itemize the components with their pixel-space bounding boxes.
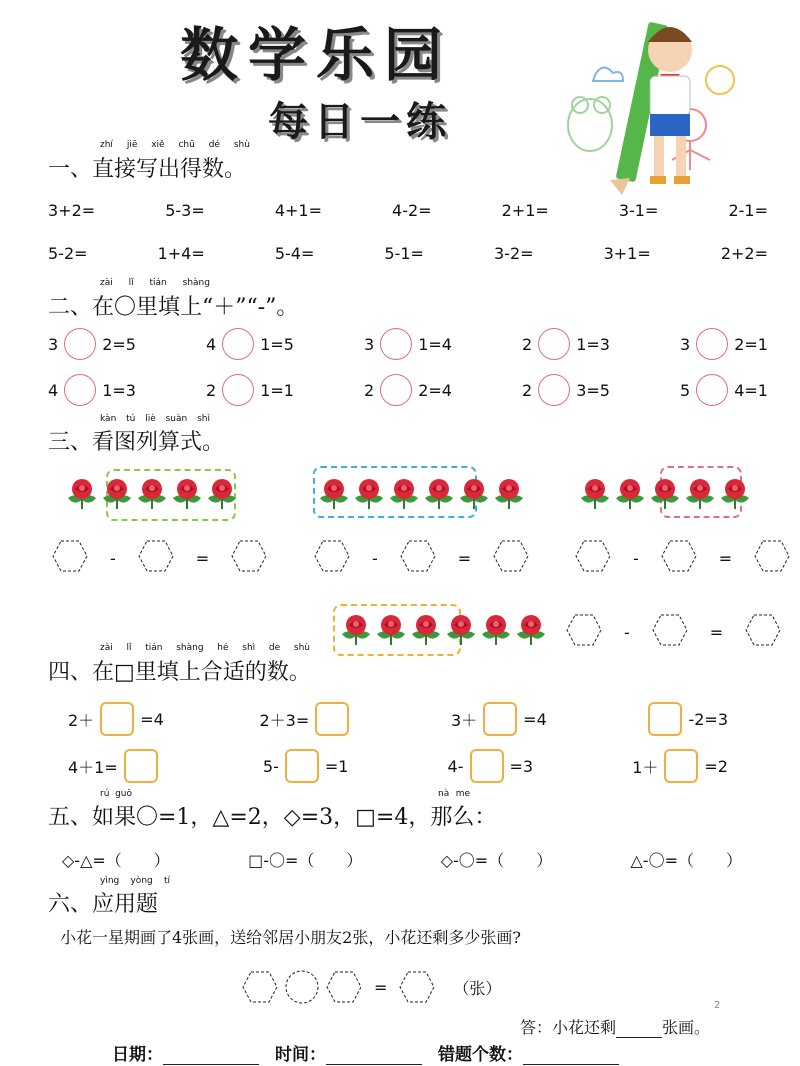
section-2-heading: 二、在〇里填上“＋”“-”。 (48, 295, 299, 320)
date-label: 日期： (112, 1045, 163, 1065)
answer-hexagon[interactable] (314, 540, 350, 576)
fill-box-equation: 4＋1= (68, 749, 164, 783)
equals-sign: = (709, 622, 724, 642)
shape-equation: □-〇=（ ） (248, 851, 363, 870)
rose-picture (338, 612, 374, 650)
rose-picture (386, 476, 422, 514)
hexagon-equation-row (575, 540, 790, 576)
rose-picture (491, 476, 527, 514)
equation: 5-2= (48, 244, 88, 263)
minus-sign: - (110, 548, 116, 568)
section-3-heading: 三、看图列算式。 (48, 430, 225, 455)
fill-box-equation: 2＋ =4 (68, 702, 164, 736)
answer-hexagon[interactable] (575, 540, 611, 576)
answer-box[interactable] (470, 749, 504, 783)
fill-box-equation: 1＋ =2 (632, 749, 728, 783)
rose-picture (443, 612, 479, 650)
equation: 4-2= (392, 201, 432, 220)
page-title: 数学乐园 (180, 21, 453, 89)
rose-picture (169, 476, 205, 514)
answer-circle[interactable] (696, 374, 728, 406)
section-5-pinyin-2: nà me (438, 789, 470, 799)
answer-hexagon[interactable] (661, 540, 697, 576)
section-5-items (62, 848, 742, 871)
date-blank[interactable] (163, 1044, 259, 1065)
equation: 4+1= (274, 201, 322, 220)
equation: 3-1= (618, 201, 659, 220)
fill-circle-equation: 2 1=1 (206, 374, 294, 406)
rose-picture (478, 612, 514, 650)
errors-label: 错题个数： (438, 1045, 523, 1065)
rose-picture (717, 476, 753, 514)
fill-box-equation: 2＋3= (259, 702, 355, 736)
equation: 2+1= (501, 201, 549, 220)
answer-hexagon[interactable] (652, 614, 688, 650)
rose-picture (513, 612, 549, 650)
equation: 1+4= (157, 244, 205, 263)
section-1-pinyin: zhí jiē xiě chū dé shù (100, 140, 250, 150)
section-5-pinyin-1: rú guǒ (100, 789, 132, 799)
rose-picture (647, 476, 683, 514)
equals-sign: = (195, 548, 210, 568)
equation: 3-2= (494, 244, 534, 263)
rose-picture (421, 476, 457, 514)
answer-hexagon[interactable] (138, 540, 174, 576)
equation: 2+2= (720, 244, 768, 263)
answer-box[interactable] (648, 702, 682, 736)
rose-picture (316, 476, 352, 514)
answer-hexagon[interactable] (231, 540, 267, 576)
answer-hexagon[interactable] (242, 971, 278, 1003)
section-4-heading: 四、在□里填上合适的数。 (48, 660, 311, 685)
answer-box[interactable] (124, 749, 158, 783)
minus-sign: - (372, 548, 378, 568)
answer-box[interactable] (664, 749, 698, 783)
fill-circle-equation: 4 1=5 (206, 328, 294, 360)
hexagon-equation-row (566, 614, 781, 650)
rose-picture (351, 476, 387, 514)
section-4-pinyin: zài lǐ tián shàng hé shì de shù (100, 643, 310, 653)
fill-box-equation: 5- =1 (263, 749, 349, 783)
hexagon-equation-row (52, 540, 267, 576)
section-6-pinyin: yìng yòng tí (100, 876, 170, 886)
section-6-heading: 六、应用题 (48, 892, 159, 917)
fill-circle-equation: 3 2=5 (48, 328, 136, 360)
answer-blank[interactable] (616, 1018, 662, 1038)
answer-circle[interactable] (284, 970, 320, 1004)
answer-box[interactable] (315, 702, 349, 736)
answer-circle[interactable] (538, 374, 570, 406)
section-4-row-1 (68, 702, 728, 736)
minus-sign: - (633, 548, 639, 568)
answer-hexagon[interactable] (326, 971, 362, 1003)
page-number: 2 (714, 1000, 721, 1011)
fill-circle-equation: 5 4=1 (680, 374, 768, 406)
fill-circle-equation: 2 2=4 (364, 374, 452, 406)
shape-equation: ◇-〇=（ ） (440, 851, 553, 870)
answer-hexagon[interactable] (493, 540, 529, 576)
section-5-heading: 五、如果〇=1，△=2，◇=3，□=4，那么： (48, 805, 497, 830)
minus-sign: - (624, 622, 630, 642)
section-1-row-2 (48, 244, 768, 263)
word-problem-text: 小花一星期画了4张画，送给邻居小朋友2张，小花还剩多少张画? (60, 928, 521, 947)
fill-box-equation: 4- =3 (448, 749, 534, 783)
rose-picture (456, 476, 492, 514)
answer-circle[interactable] (538, 328, 570, 360)
section-1-heading: 一、直接写出得数。 (48, 157, 247, 182)
answer-box[interactable] (483, 702, 517, 736)
answer-hexagon[interactable] (400, 540, 436, 576)
fill-circle-equation: 3 1=4 (364, 328, 452, 360)
section-4-row-2 (68, 749, 728, 783)
answer-circle[interactable] (222, 328, 254, 360)
time-label: 时间： (275, 1045, 326, 1065)
time-blank[interactable] (326, 1044, 422, 1065)
fill-box-equation: -2=3 (642, 702, 728, 736)
answer-circle[interactable] (380, 374, 412, 406)
section-2-pinyin: zài lǐ tián shàng (100, 278, 210, 288)
rose-picture (99, 476, 135, 514)
answer-hexagon[interactable] (399, 971, 435, 1003)
answer-line: 答：小花还剩 张画。 (520, 1018, 711, 1037)
hexagon-equation-row (314, 540, 529, 576)
rose-picture (682, 476, 718, 514)
answer-circle[interactable] (222, 374, 254, 406)
answer-circle[interactable] (380, 328, 412, 360)
answer-hexagon[interactable] (754, 540, 790, 576)
equation: 5-4= (274, 244, 315, 263)
answer-hexagon[interactable] (745, 614, 781, 650)
answer-circle[interactable] (64, 374, 96, 406)
section-2-row-2 (48, 374, 768, 406)
answer-circle[interactable] (696, 328, 728, 360)
shape-equation: ◇-△=（ ） (62, 851, 170, 870)
rose-picture (64, 476, 100, 514)
equation: 3+1= (603, 244, 651, 263)
answer-box[interactable] (285, 749, 319, 783)
equals-sign: = (457, 548, 472, 568)
fill-circle-equation: 2 1=3 (522, 328, 610, 360)
word-problem-equation: = （张） (242, 970, 501, 1004)
rose-picture (373, 612, 409, 650)
equals-sign: = (718, 548, 733, 568)
equation: 5-1= (384, 244, 424, 263)
shape-equation: △-〇=（ ） (630, 851, 742, 870)
answer-circle[interactable] (64, 328, 96, 360)
answer-box[interactable] (100, 702, 134, 736)
section-3-pinyin: kàn tú liè suàn shì (100, 414, 210, 424)
rose-picture (134, 476, 170, 514)
section-1-row-1 (48, 201, 768, 220)
rose-picture (612, 476, 648, 514)
answer-hexagon[interactable] (566, 614, 602, 650)
errors-blank[interactable] (523, 1044, 619, 1065)
fill-circle-equation: 3 2=1 (680, 328, 768, 360)
rose-picture (577, 476, 613, 514)
fill-box-equation: 3＋ =4 (451, 702, 547, 736)
page-subtitle: 每日一练 (268, 98, 452, 145)
footer (112, 1040, 619, 1065)
equation: 2-1= (728, 201, 768, 220)
answer-hexagon[interactable] (52, 540, 88, 576)
equation: 3+2= (48, 201, 96, 220)
equation: 5-3= (165, 201, 205, 220)
section-2-row-1 (48, 328, 768, 360)
fill-circle-equation: 4 1=3 (48, 374, 136, 406)
fill-circle-equation: 2 3=5 (522, 374, 610, 406)
boy-with-pencil-illustration (550, 10, 750, 195)
rose-picture (408, 612, 444, 650)
rose-picture (204, 476, 240, 514)
